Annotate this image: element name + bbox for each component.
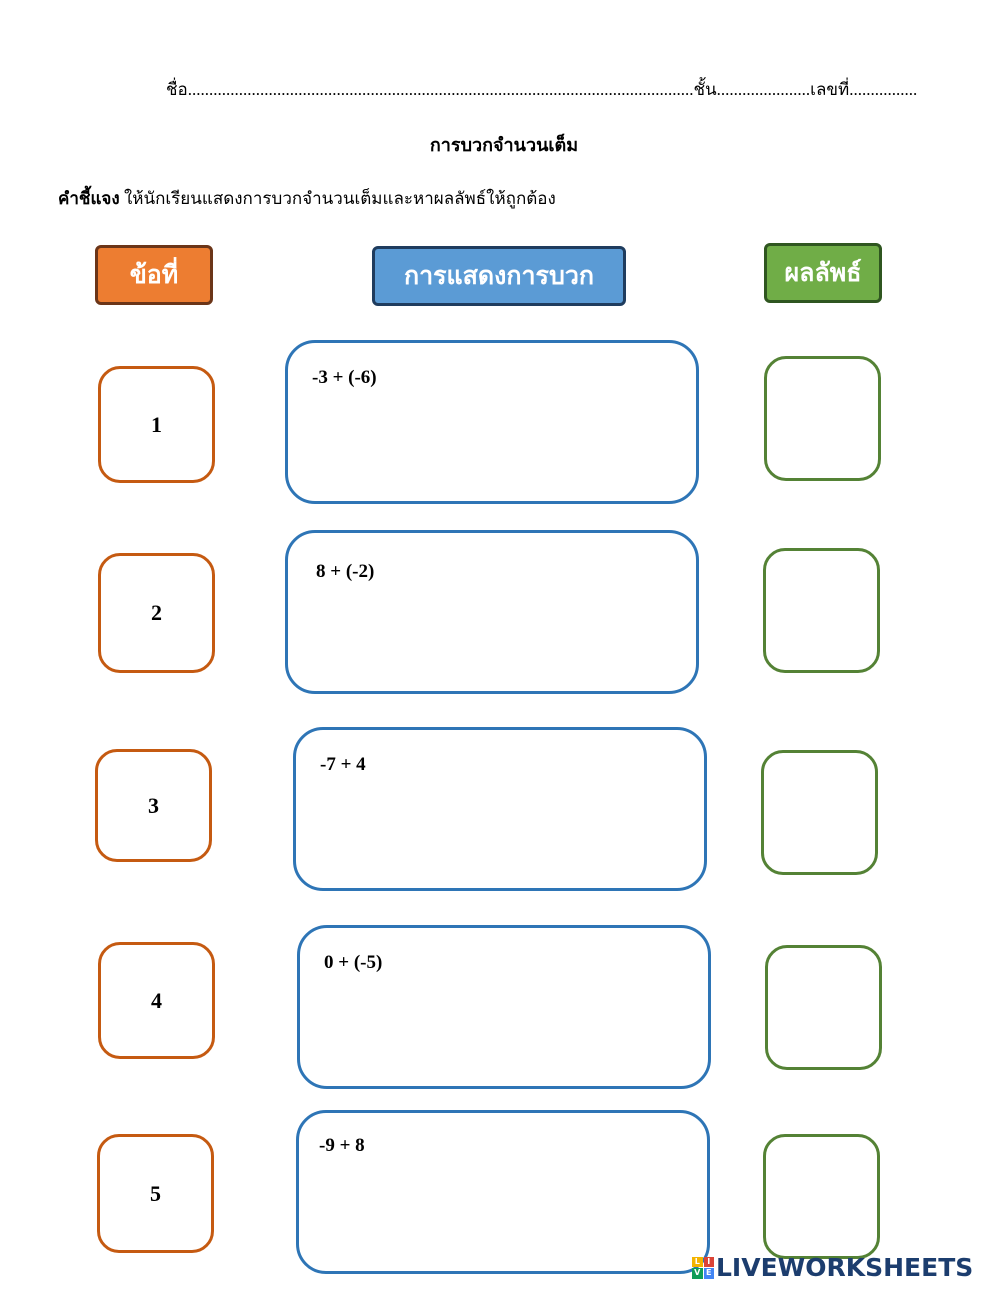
column-header-result: ผลลัพธ์ [764, 243, 882, 303]
instruction-label: คำชี้แจง [58, 189, 120, 208]
work-area[interactable] [285, 530, 699, 694]
liveworksheets-logo [692, 1253, 973, 1282]
item-number-box: 3 [95, 749, 212, 862]
expression: -7 + 4 [320, 754, 366, 775]
answer-box[interactable] [764, 356, 881, 481]
work-area[interactable] [285, 340, 699, 504]
column-header-item: ข้อที่ [95, 245, 213, 305]
item-number-box: 4 [98, 942, 215, 1059]
work-area[interactable] [293, 727, 707, 891]
expression: -3 + (-6) [312, 367, 377, 388]
work-area[interactable] [297, 925, 711, 1089]
item-number-box: 1 [98, 366, 215, 483]
expression: 8 + (-2) [316, 561, 375, 582]
student-info-line: ชื่อ.......................................................................................................................ชั้น......................เลขที่................ [166, 80, 918, 99]
instruction-text: ให้นักเรียนแสดงการบวกจำนวนเต็มและหาผลลัพธ์ให้ถูกต้อง [119, 189, 556, 208]
answer-box[interactable] [765, 945, 882, 1070]
answer-box[interactable] [763, 548, 880, 673]
column-header-work: การแสดงการบวก [372, 246, 626, 306]
answer-box[interactable] [763, 1134, 880, 1259]
expression: 0 + (-5) [324, 952, 383, 973]
item-number-box: 5 [97, 1134, 214, 1253]
answer-box[interactable] [761, 750, 878, 875]
work-area[interactable] [296, 1110, 710, 1274]
liveworksheets-logo-icon: L I V E [692, 1257, 714, 1279]
logo-text: LIVEWORKSHEETS [716, 1253, 974, 1282]
item-number-box: 2 [98, 553, 215, 673]
expression: -9 + 8 [319, 1135, 365, 1156]
worksheet-title: การบวกจำนวนเต็ม [429, 135, 579, 155]
instruction [58, 185, 556, 212]
